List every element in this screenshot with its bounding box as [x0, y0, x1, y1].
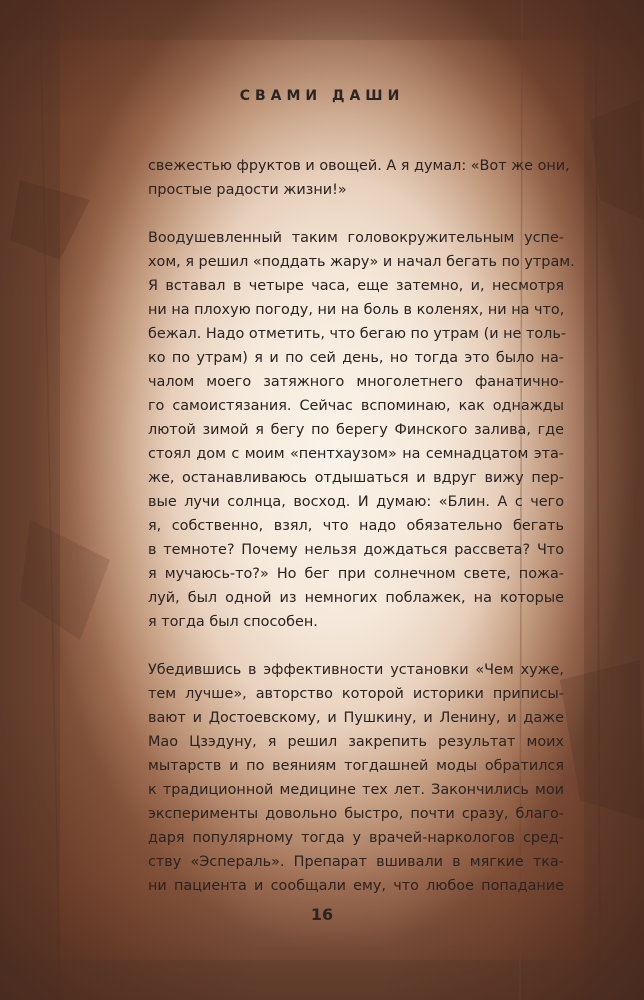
- text-line: к традиционной медицине тех лет. Закончились мои: [148, 782, 564, 798]
- text-line: свежестью фруктов и овощей. А я думал: «Вот же они,: [148, 158, 570, 174]
- text-line: же, останавливаюсь отдышаться и вдруг вижу пер-: [148, 470, 564, 486]
- text-line: луй, был одной из немногих поблажек, на которые: [148, 590, 564, 606]
- running-header: СВАМИ ДАШИ: [239, 88, 405, 104]
- text-line: стоял дом с моим «пентхаузом» на семнадцатом эта-: [148, 446, 564, 462]
- text-line: я тогда был способен.: [148, 614, 318, 630]
- text-line: Воодушевленный таким головокружительным успе-: [148, 230, 564, 246]
- text-line: я, собственно, взял, что надо обязательно бегать: [148, 518, 564, 534]
- text-line: хом, я решил «поддать жару» и начал бегать по утрам.: [148, 254, 575, 270]
- text-line: эксперименты довольно быстро, почти сразу, благо-: [148, 806, 564, 822]
- text-line: ни пациента и сообщали ему, что любое попадание: [148, 878, 564, 894]
- text-line: ко по утрам) я и по сей день, но тогда это было на-: [148, 350, 564, 366]
- text-line: Убедившись в эффективности установки «Чем хуже,: [148, 662, 564, 678]
- text-line: тем лучше», авторство которой историки приписы-: [148, 686, 564, 702]
- paragraph-3: [148, 658, 564, 898]
- text-line: лютой зимой я бегу по берегу Финского залива, где: [148, 422, 564, 438]
- paragraph-2: [148, 226, 575, 634]
- text-line: ству «Эспераль». Препарат вшивали в мягкие тка-: [148, 854, 564, 870]
- text-line: чалом моего затяжного многолетнего фанатично-: [148, 374, 564, 390]
- paragraph-1: [148, 154, 570, 202]
- text-line: ни на плохую погоду, ни на боль в коленях, ни на что,: [148, 302, 565, 318]
- text-line: в темноте? Почему нельзя дождаться рассвета? Что: [148, 542, 564, 558]
- text-line: вые лучи солнца, восход. И думаю: «Блин. А с чего: [148, 494, 564, 510]
- body-text: [148, 154, 575, 922]
- text-line: вают и Достоевскому, и Пушкину, и Ленину, и даже: [148, 710, 564, 726]
- page-number: 16: [310, 905, 334, 924]
- text-line: даря популярному тогда у врачей-наркологов сред-: [148, 830, 564, 846]
- text-line: простые радости жизни!»: [148, 182, 347, 198]
- text-line: мытарств и по веяниям тогдашней моды обратился: [148, 758, 564, 774]
- text-line: Мао Цзэдуну, я решил закрепить результат моих: [148, 734, 564, 750]
- text-line: я мучаюсь-то?» Но бег при солнечном свете, пожа-: [148, 566, 564, 582]
- text-line: бежал. Надо отметить, что бегаю по утрам (и не толь-: [148, 326, 567, 342]
- text-line: го самоистязания. Сейчас вспоминаю, как однажды: [148, 398, 564, 414]
- text-line: Я вставал в четыре часа, еще затемно, и, несмотря: [148, 278, 564, 294]
